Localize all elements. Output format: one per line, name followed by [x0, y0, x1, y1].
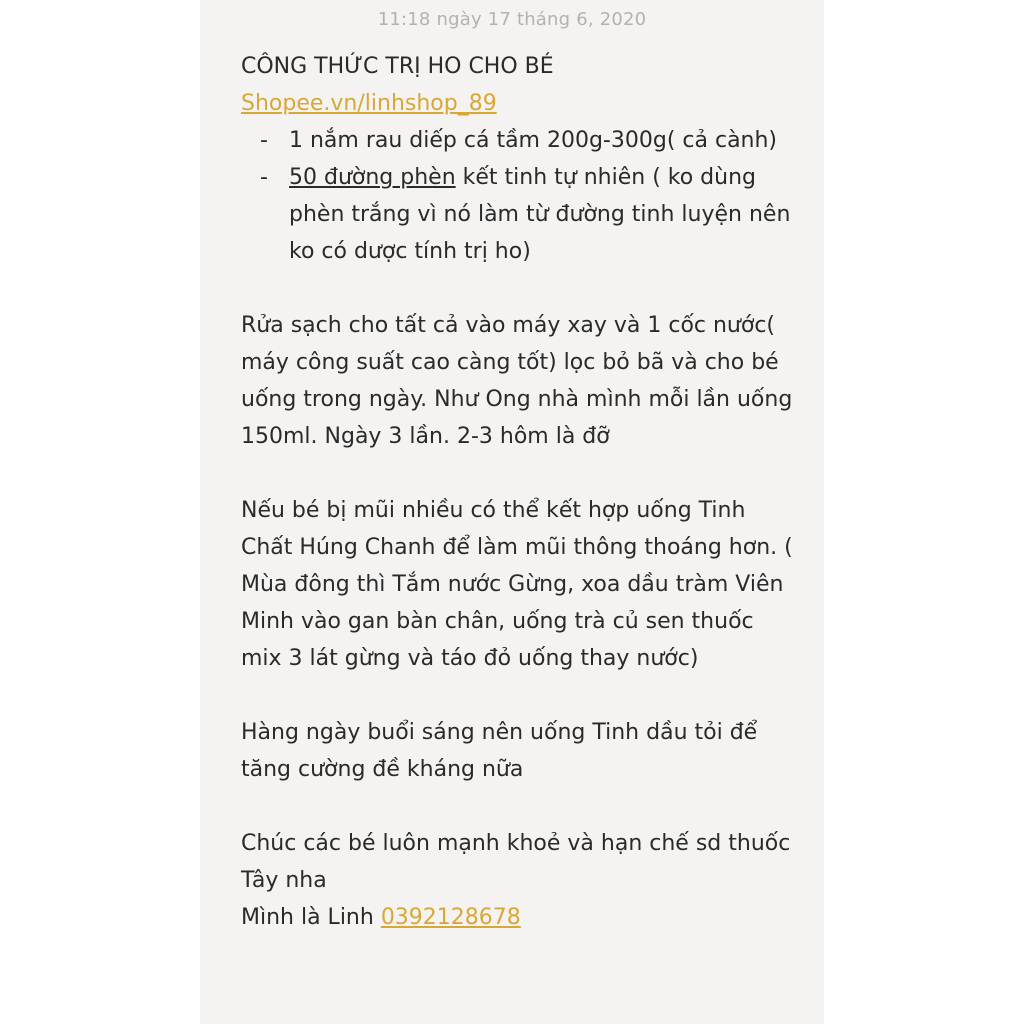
closing-paragraph: Chúc các bé luôn mạnh khoẻ và hạn chế sd thuốc Tây nha [241, 831, 791, 893]
signature-line [241, 899, 801, 936]
spacer [241, 455, 801, 492]
spacer [241, 788, 801, 825]
note-timestamp: 11:18 ngày 17 tháng 6, 2020 [377, 9, 647, 30]
list-item [241, 122, 801, 159]
note-body[interactable] [241, 48, 801, 936]
note-view[interactable] [200, 0, 824, 1024]
list-item [241, 159, 801, 270]
spacer [241, 677, 801, 714]
ingredient-list [241, 122, 801, 270]
spacer [241, 270, 801, 307]
tips-paragraph: Nếu bé bị mũi nhiều có thể kết hợp uống Tinh Chất Húng Chanh để làm mũi thông thoáng hơn. ( Mùa đông thì Tắm nước Gừng, xoa dầu tràm Viên Minh vào gan bàn chân, uống trà củ sen thuốc mix 3 lát gừng và táo đỏ uống thay nước) [241, 498, 793, 671]
ingredient-text: kết tinh tự nhiên ( ko dùng phèn trắng vì nó làm từ đường tinh luyện nên ko có dược tính trị ho) [289, 165, 791, 264]
phone-number-link[interactable]: 0392128678 [380, 905, 521, 930]
dash-bullet: - [260, 165, 268, 190]
note-title: CÔNG THỨC TRỊ HO CHO BÉ [241, 54, 554, 79]
dash-bullet: - [260, 128, 268, 153]
shop-link[interactable]: Shopee.vn/linhshop_89 [241, 91, 497, 116]
ingredient-underlined-text: 50 đường phèn [289, 165, 456, 190]
instructions-paragraph: Rửa sạch cho tất cả vào máy xay và 1 cốc nước( máy công suất cao càng tốt) lọc bỏ bã và cho bé uống trong ngày. Như Ong nhà mình mỗi lần uống 150ml. Ngày 3 lần. 2-3 hôm là đỡ [241, 313, 793, 449]
ingredient-text: 1 nắm rau diếp cá tầm 200g-300g( cả cành) [289, 128, 778, 153]
signature-text: Mình là Linh [241, 905, 381, 930]
daily-advice-paragraph: Hàng ngày buổi sáng nên uống Tinh dầu tỏi để tăng cường đề kháng nữa [241, 720, 758, 782]
